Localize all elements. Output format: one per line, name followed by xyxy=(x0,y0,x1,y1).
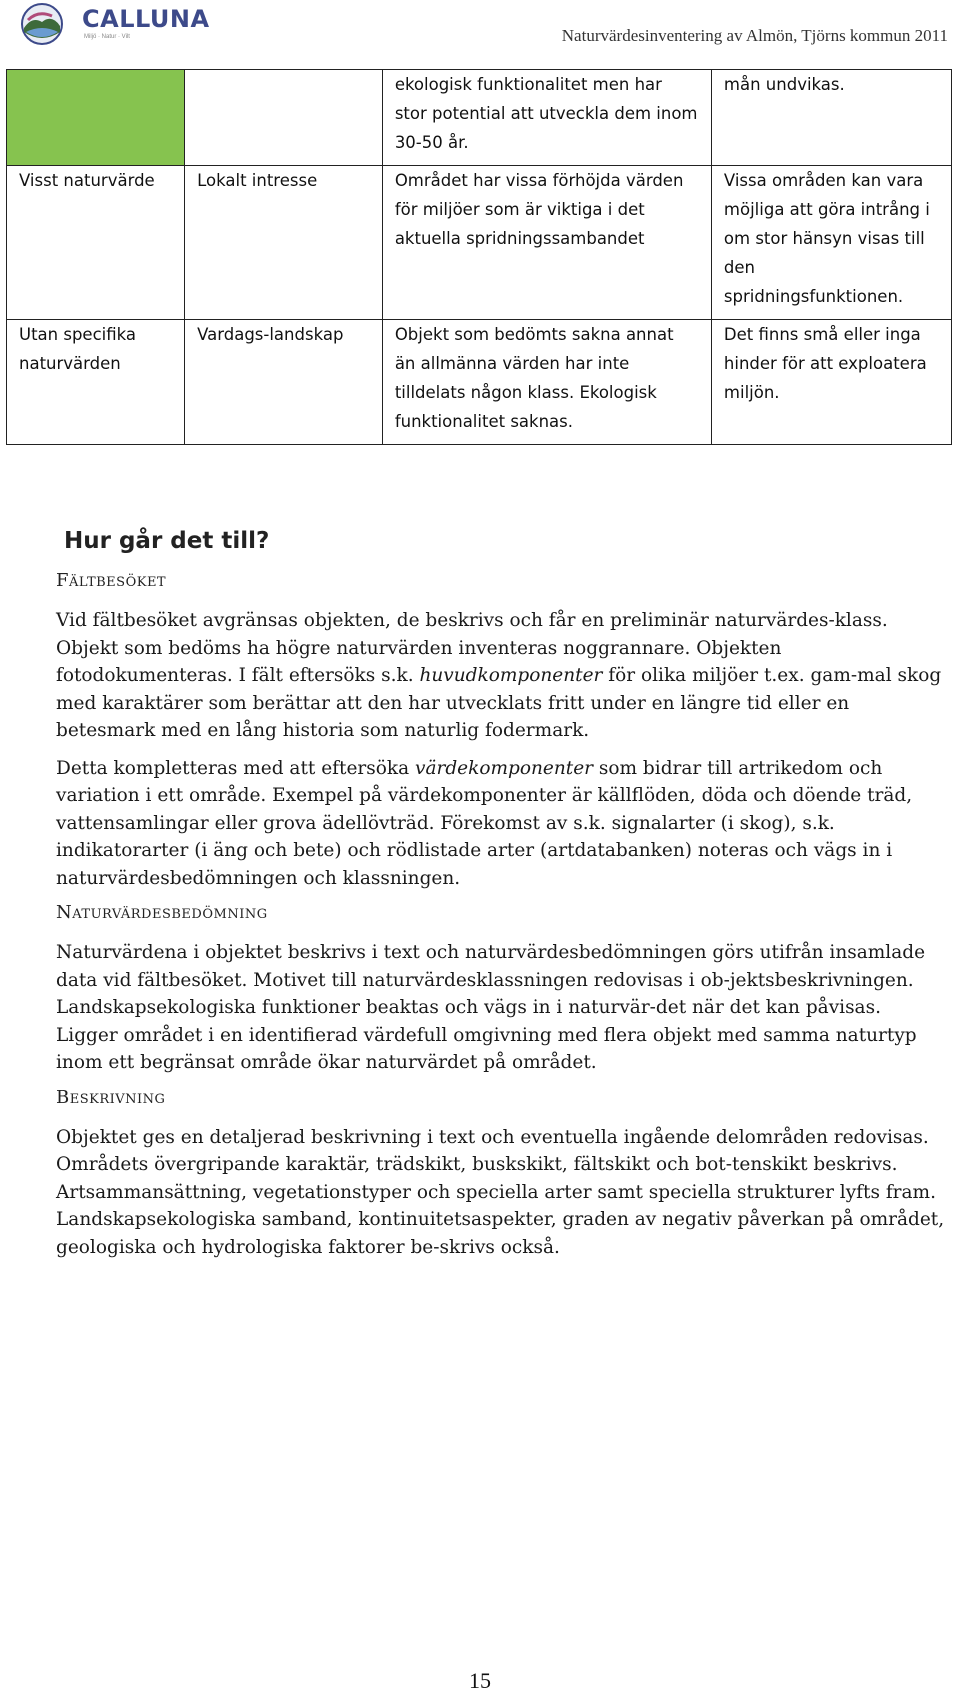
nature-value-classes-table xyxy=(6,69,952,445)
table-cell-guidance: Det finns små eller inga hinder för att exploatera miljön. xyxy=(711,320,951,445)
text-run: Detta kompletteras med att eftersöka xyxy=(56,757,415,779)
calluna-logo xyxy=(18,2,210,46)
logo-text: CALLUNA xyxy=(82,5,210,33)
table-row xyxy=(7,320,952,445)
paragraph-faltbesoket-2 xyxy=(56,755,946,893)
table-cell-guidance: Vissa områden kan vara möjliga att göra intrång i om stor hänsyn visas till den spridningsfunktionen. xyxy=(711,166,951,320)
method-section xyxy=(56,528,946,1271)
table-cell-guidance: mån undvikas. xyxy=(711,70,951,166)
text-run: Vid fältbesöket avgränsas objekten, de beskrivs och får en preliminär naturvärdes-klass. Objekt som bedöms ha högre naturvärden inventeras noggrannare. Objekten fotodokumenteras. I fält eftersöks s.k. xyxy=(56,610,888,686)
logo-subtext: Miljö · Natur · Vilt xyxy=(84,34,130,40)
table-cell-description: Området har vissa förhöjda värden för miljöer som är viktiga i det aktuella spridningssambandet xyxy=(382,166,711,320)
table-row xyxy=(7,70,952,166)
page-number: 15 xyxy=(469,1668,491,1693)
table-cell-class: Visst naturvärde xyxy=(7,166,185,320)
term-huvudkomponenter: huvudkomponenter xyxy=(419,665,603,686)
table-cell-description: Objekt som bedömts sakna annat än allmänna värden har inte tilldelats någon klass. Ekologisk funktionalitet saknas. xyxy=(382,320,711,445)
text-run: som bidrar till artrikedom och variation i ett område. Exempel på värdekomponenter är källflöden, döda och döende träd, vattensamlingar eller grova ädellövträd. Förekomst av s.k. signalarter (i skog), s.k. indikatorarter (i äng och bete) och rödlistade arter (artdatabanken) noteras och vägs in i naturvärdesbedömningen och klassningen. xyxy=(56,757,913,889)
table-cell-class: Utan specifika naturvärden xyxy=(7,320,185,445)
paragraph-beskrivning: Objektet ges en detaljerad beskrivning i text och eventuella ingående delområden redovisas. Områdets övergripande karaktär, trädskikt, buskskikt, fältskikt och bot-tenskikt beskrivs. Artsammansättning, vegetationstyper och speciella arter samt speciella strukturer lyfts fram. Landskapsekologiska samband, kontinuitetsaspekter, graden av negativ påverkan på området, geologiska och hydrologiska faktorer be-skrivs också. xyxy=(56,1126,945,1258)
running-title: Naturvärdesinventering av Almön, Tjörns kommun 2011 xyxy=(561,26,948,45)
table-cell-description: ekologisk funktionalitet men har stor potential att utveckla dem inom 30-50 år. xyxy=(382,70,711,166)
paragraph-faltbesoket-1 xyxy=(56,607,946,745)
calluna-logo-icon xyxy=(18,2,74,46)
heading-faltbesoket: Fältbesöket xyxy=(56,570,167,591)
table-row xyxy=(7,166,952,320)
heading-beskrivning: Beskrivning xyxy=(56,1086,166,1108)
table-cell-level: Vardags-landskap xyxy=(185,320,383,445)
table-cell-class-color xyxy=(7,70,185,166)
text-run: för olika miljöer t.ex. gam-mal skog med karaktärer som berättar att den har utvecklats fritt under en längre tid eller en betesmark med en lång historia som naturlig fodermark. xyxy=(56,665,942,741)
page-header xyxy=(0,0,960,60)
section-title: Hur går det till? xyxy=(64,528,270,554)
table-cell-level: Lokalt intresse xyxy=(185,166,383,320)
term-vardekomponenter: värdekomponenter xyxy=(415,757,593,779)
paragraph-naturvardesbedomning: Naturvärdena i objektet beskrivs i text och naturvärdesbedömningen görs utifrån insamlade data vid fältbesöket. Motivet till naturvärdesklassningen redovisas i ob-jektsbeskrivningen. Landskapsekologiska funktioner beaktas och vägs in i naturvär-det när det kan påvisas. Ligger området i en identifierad värdefull omgivning med flera objekt med samma naturtyp inom ett begränsat område ökar naturvärdet på området. xyxy=(56,942,926,1073)
table-cell-level xyxy=(185,70,383,166)
heading-naturvardesbedomning: Naturvärdesbedömning xyxy=(56,902,268,923)
